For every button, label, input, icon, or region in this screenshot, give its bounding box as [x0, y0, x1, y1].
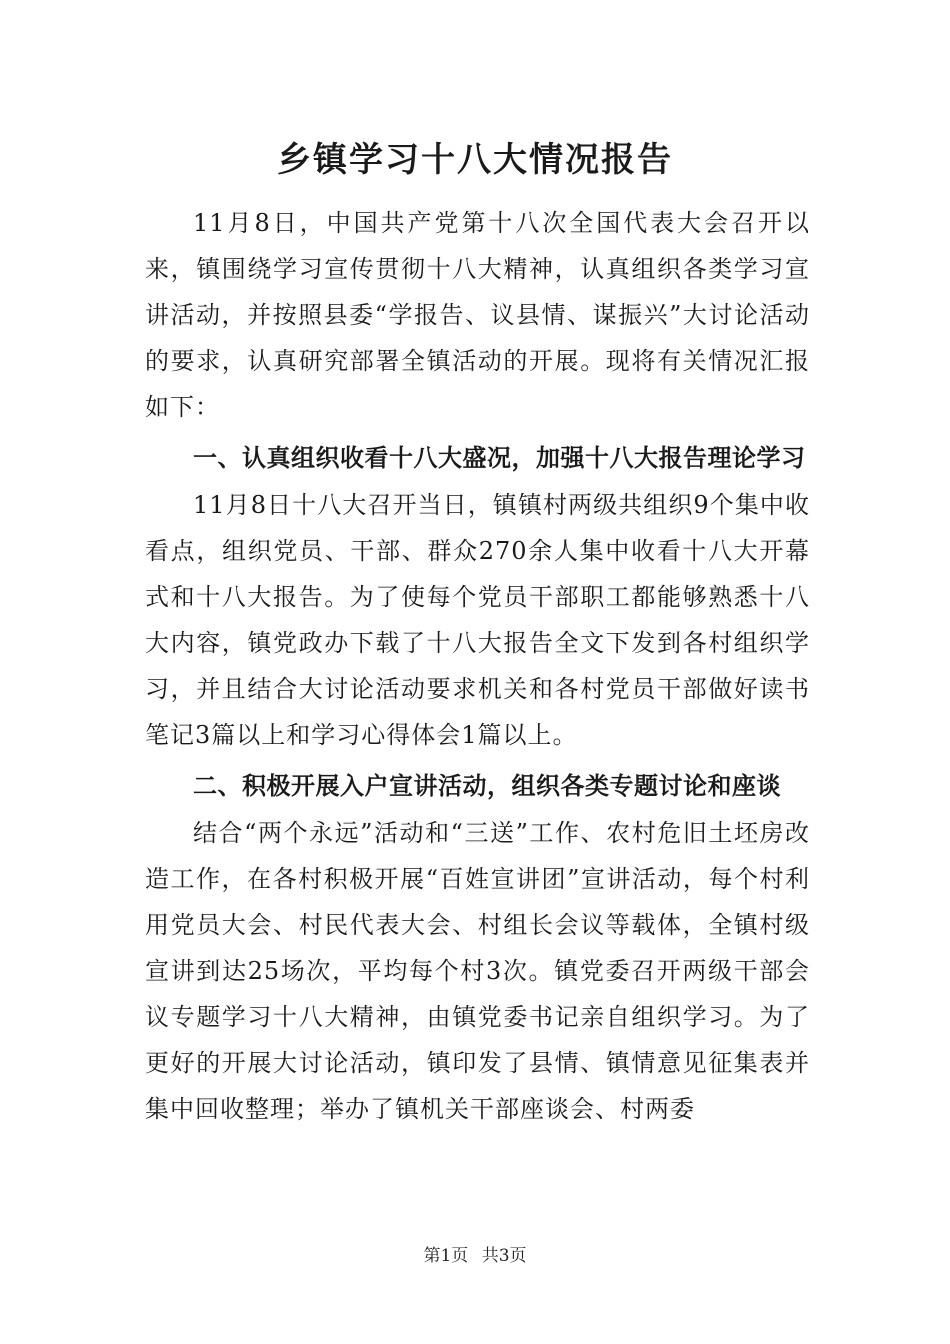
- paragraph-section-2: 结合“两个永远”活动和“三送”工作、农村危旧土坯房改造工作，在各村积极开展“百姓宣讲团”宣讲活动，每个村利用党员大会、村民代表大会、村组长会议等载体，全镇村级宣讲到达25场次，平均每个村3次。镇党委召开两级干部会议专题学习十八大精神，由镇党委书记亲自组织学习。为了更好的开展大讨论活动，镇印发了县情、镇情意见征集表并集中回收整理；举办了镇机关干部座谈会、村两委: [145, 819, 810, 1123]
- section-heading-2: 二、积极开展入户宣讲活动，组织各类专题讨论和座谈: [193, 772, 781, 800]
- document-title: 乡镇学习十八大情况报告: [277, 140, 673, 180]
- paragraph-intro: 11月8日，中国共产党第十八次全国代表大会召开以来，镇围绕学习宣传贯彻十八大精神，认真组织各类学习宣讲活动，并按照县委“学报告、议县情、谋振兴”大讨论活动的要求，认真研究部署全镇活动的开展。现将有关情况汇报如下：: [145, 209, 810, 421]
- page-number-total: 共3页: [481, 1246, 527, 1266]
- section-heading-1: 一、认真组织收看十八大盛况，加强十八大报告理论学习: [193, 444, 806, 472]
- paragraph-section-1: 11月8日十八大召开当日，镇镇村两级共组织9个集中收看点，组织党员、干部、群众270余人集中收看十八大开幕式和十八大报告。为了使每个党员干部职工都能够熟悉十八大内容，镇党政办下载了十八大报告全文下发到各村组织学习，并且结合大讨论活动要求机关和各村党员干部做好读书笔记3篇以上和学习心得体会1篇以上。: [145, 491, 810, 749]
- page-number-current: 第1页: [423, 1246, 469, 1266]
- document-body: [145, 200, 810, 1132]
- page-footer: [0, 1241, 950, 1266]
